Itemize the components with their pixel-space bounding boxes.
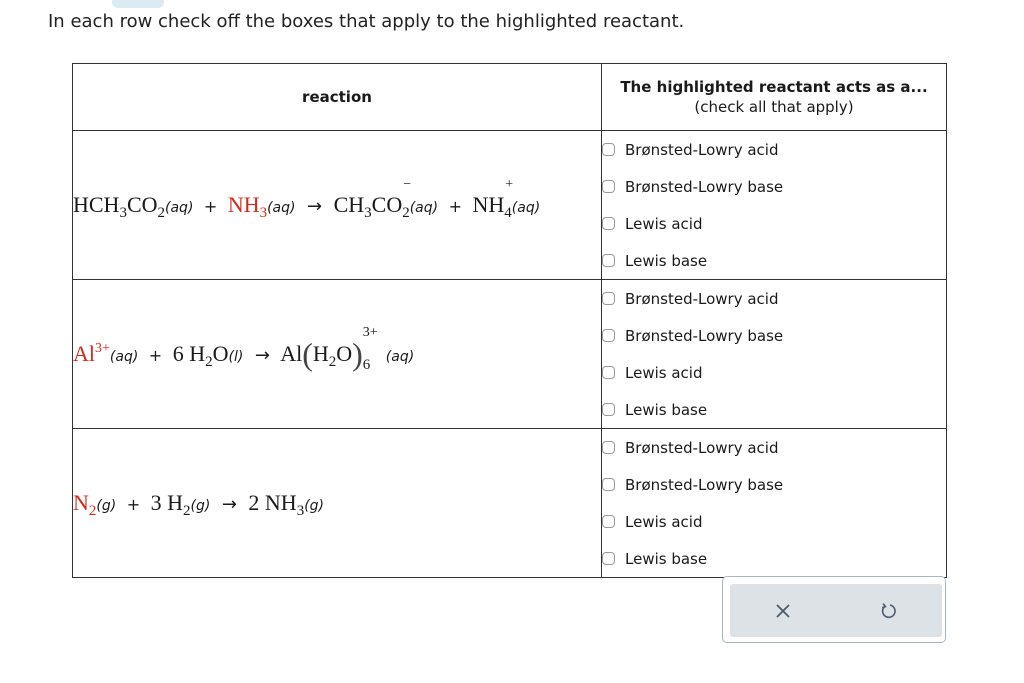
plus-sign: + — [203, 197, 218, 216]
option-label: Brønsted-Lowry acid — [625, 140, 779, 159]
option-label: Lewis base — [625, 400, 708, 419]
right-paren: ) — [352, 336, 363, 372]
subscript: 2 — [205, 354, 213, 370]
option-label: Lewis acid — [625, 363, 703, 382]
option-lewis-base[interactable] — [602, 540, 946, 577]
option-bronsted-acid[interactable] — [602, 280, 946, 317]
options-cell-2 — [602, 280, 947, 429]
phase-label: (g) — [304, 498, 324, 514]
header-role-subtitle: (check all that apply) — [694, 98, 854, 116]
reaction-cell-2 — [73, 280, 602, 429]
undo-button[interactable] — [869, 591, 909, 631]
checkbox[interactable] — [602, 441, 615, 454]
product-ammonium: NH — [472, 192, 505, 217]
checkbox[interactable] — [602, 552, 615, 565]
reaction-arrow-icon: → — [254, 345, 270, 366]
formula-part: N — [73, 490, 89, 515]
reaction-equation-2 — [73, 325, 415, 373]
phase-label: (aq) — [109, 349, 139, 365]
options-cell-3 — [602, 429, 947, 578]
option-bronsted-base[interactable] — [602, 466, 946, 503]
clear-button[interactable] — [763, 591, 803, 631]
answer-controls — [722, 576, 946, 643]
formula-part: CO — [371, 192, 403, 217]
phase-label: (g) — [190, 498, 211, 514]
instruction-text: In each row check off the boxes that apply to the highlighted reactant. — [48, 11, 685, 32]
reaction-arrow-icon: → — [221, 494, 237, 515]
charge-label: 3+ — [362, 325, 378, 340]
option-label: Lewis base — [625, 251, 708, 270]
subscript: 3 — [119, 205, 127, 221]
checkbox[interactable] — [602, 292, 615, 305]
phase-label: (aq) — [165, 200, 194, 216]
option-bronsted-acid[interactable] — [602, 429, 946, 466]
phase-label: (g) — [96, 498, 117, 514]
phase-label: (l) — [228, 349, 244, 365]
checkbox[interactable] — [602, 254, 615, 267]
table-row — [73, 131, 947, 280]
subscript: 4 — [504, 205, 512, 221]
charge-stack — [402, 177, 412, 221]
subscript: 2 — [183, 503, 191, 519]
formula-part: O — [336, 341, 353, 366]
checkbox[interactable] — [602, 366, 615, 379]
subscript: 6 — [362, 357, 371, 373]
header-role-title: The highlighted reactant acts as a... — [620, 78, 928, 96]
formula-part: Al — [73, 341, 95, 366]
table-row — [73, 280, 947, 429]
highlighted-reactant-nitrogen — [73, 490, 97, 519]
reactant-hydrogen: 3 H — [150, 490, 183, 515]
reaction-cell-3 — [73, 429, 602, 578]
plus-sign: + — [126, 495, 141, 514]
plus-sign: + — [148, 346, 163, 365]
product-ammonia: 2 NH — [248, 490, 297, 515]
subscript: 2 — [157, 205, 166, 221]
option-lewis-base[interactable] — [602, 391, 946, 428]
product-acetate: CH — [333, 192, 365, 217]
phase-label: (aq) — [409, 200, 439, 216]
option-lewis-base[interactable] — [602, 242, 946, 279]
question-table — [72, 63, 947, 578]
checkbox[interactable] — [602, 180, 615, 193]
option-label: Lewis base — [625, 549, 708, 568]
reaction-cell-1 — [73, 131, 602, 280]
charge-label: − — [403, 177, 412, 192]
option-label: Lewis acid — [625, 512, 703, 531]
charge-label: 3+ — [95, 341, 110, 356]
charge-stack — [362, 325, 378, 373]
option-lewis-acid[interactable] — [602, 354, 946, 391]
checkbox[interactable] — [602, 403, 615, 416]
checkbox[interactable] — [602, 515, 615, 528]
highlighted-reactant-aluminum-ion — [73, 341, 110, 366]
subscript: 2 — [402, 205, 410, 221]
subscript: 2 — [88, 503, 97, 519]
option-label: Brønsted-Lowry base — [625, 177, 784, 196]
formula-part: O — [212, 341, 229, 366]
option-bronsted-base[interactable] — [602, 317, 946, 354]
header-role — [602, 64, 947, 131]
option-bronsted-base[interactable] — [602, 168, 946, 205]
reaction-equation-3 — [73, 490, 324, 519]
highlighted-reactant-ammonia — [227, 192, 268, 221]
phase-label: (aq) — [511, 200, 541, 216]
options-cell-1 — [602, 131, 947, 280]
phase-label: (aq) — [385, 349, 415, 365]
option-label: Brønsted-Lowry base — [625, 475, 784, 494]
subscript: 3 — [259, 205, 268, 221]
charge-label: + — [505, 177, 514, 192]
option-lewis-acid[interactable] — [602, 205, 946, 242]
formula-part: NH — [227, 192, 260, 217]
reaction-equation-1 — [73, 177, 541, 221]
reactant-acetic-acid: HCH — [73, 192, 120, 217]
charge-stack — [504, 177, 514, 221]
option-lewis-acid[interactable] — [602, 503, 946, 540]
answer-controls-bar — [730, 584, 942, 637]
product-hexaaqua-aluminum: Al — [280, 341, 303, 366]
undo-icon — [880, 602, 898, 620]
checkbox[interactable] — [602, 478, 615, 491]
table-row — [73, 429, 947, 578]
phase-label: (aq) — [267, 200, 296, 216]
checkbox[interactable] — [602, 143, 615, 156]
reaction-arrow-icon: → — [306, 196, 323, 217]
subscript: 3 — [296, 503, 305, 519]
table-header-row — [73, 64, 947, 131]
close-icon — [775, 603, 791, 619]
left-paren: ( — [302, 336, 313, 372]
formula-part: H — [312, 341, 329, 366]
top-accent-tab — [112, 0, 164, 8]
option-label: Brønsted-Lowry acid — [625, 289, 779, 308]
reactant-water: 6 H — [172, 341, 206, 366]
option-label: Brønsted-Lowry acid — [625, 438, 779, 457]
subscript: 2 — [328, 354, 337, 370]
subscript: 3 — [364, 205, 372, 221]
option-label: Lewis acid — [625, 214, 703, 233]
option-bronsted-acid[interactable] — [602, 131, 946, 168]
plus-sign: + — [448, 197, 462, 216]
option-label: Brønsted-Lowry base — [625, 326, 784, 345]
formula-part: CO — [126, 192, 158, 217]
checkbox[interactable] — [602, 217, 615, 230]
header-reaction: reaction — [73, 64, 602, 131]
checkbox[interactable] — [602, 329, 615, 342]
